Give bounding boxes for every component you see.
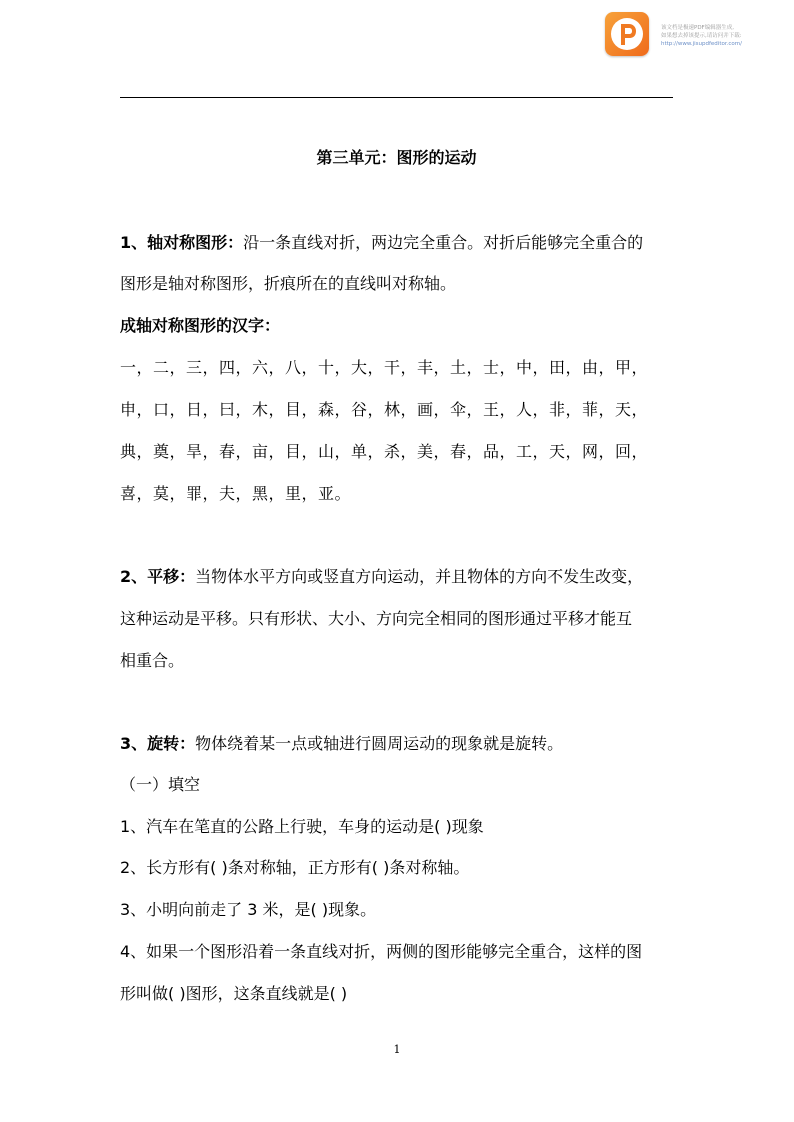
section-1-text-2: 图形是轴对称图形，折痕所在的直线叫对称轴。 — [120, 274, 457, 293]
watermark-line-1: 该文档是极速PDF编辑器生成, — [661, 25, 734, 31]
page-number: 1 — [393, 1043, 401, 1056]
hanzi-row-2: 申，口，日，曰，木，目，森，谷，林，画，伞，王，人，非，菲，天， — [120, 400, 649, 419]
hanzi-row-1: 一，二，三，四，六，八，十，大，干，丰，土，士，中，田，由，甲， — [120, 358, 649, 377]
section-2-text-1: 当物体水平方向或竖直方向运动，并且物体的方向不发生改变， — [195, 567, 644, 586]
section-1-heading: 1、轴对称图形： — [120, 233, 244, 252]
hanzi-heading: 成轴对称图形的汉字： — [120, 316, 281, 335]
question-3: 3、小明向前走了 3 米，是( )现象。 — [120, 900, 377, 919]
hanzi-row-4: 喜，莫，罪，夫，黑，里，亚。 — [120, 484, 352, 503]
watermark-text — [661, 24, 773, 48]
section-2-text-2: 这种运动是平移。只有形状、大小、方向完全相同的图形通过平移才能互 — [120, 609, 633, 628]
question-1: 1、汽车在笔直的公路上行驶，车身的运动是( )现象 — [120, 817, 484, 836]
section-3-heading: 3、旋转： — [120, 734, 196, 753]
section-2-heading: 2、平移： — [120, 567, 196, 586]
section-3-text-1: 物体绕着某一点或轴进行圆周运动的现象就是旋转。 — [195, 734, 564, 753]
question-4-line-2: 形叫做( )图形，这条直线就是( ) — [120, 984, 348, 1003]
header-rule — [120, 97, 673, 98]
section-3-line-1 — [120, 734, 563, 754]
section-1-text-1: 沿一条直线对折，两边完全重合。对折后能够完全重合的 — [243, 233, 644, 252]
pdf-editor-logo-icon — [605, 12, 649, 56]
page-title: 第三单元：图形的运动 — [316, 148, 477, 167]
question-4-line-1: 4、如果一个图形沿着一条直线对折，两侧的图形能够完全重合，这样的图 — [120, 942, 643, 961]
question-2: 2、长方形有( )条对称轴，正方形有( )条对称轴。 — [120, 858, 470, 877]
watermark-link[interactable]: http://www.jisupdfeditor.com/ — [661, 41, 742, 47]
section-1-line-1 — [120, 233, 643, 253]
hanzi-row-3: 典，奠，旱，春，亩，目，山，单，杀，美，春，品，工，天，网，回， — [120, 442, 649, 461]
section-2-text-3: 相重合。 — [120, 651, 185, 670]
watermark-header — [605, 12, 773, 56]
fill-blank-heading: （一）填空 — [120, 775, 201, 794]
watermark-line-2: 如果想去掉该提示,请访问并下载: — [661, 33, 742, 39]
section-2-line-1 — [120, 567, 643, 587]
